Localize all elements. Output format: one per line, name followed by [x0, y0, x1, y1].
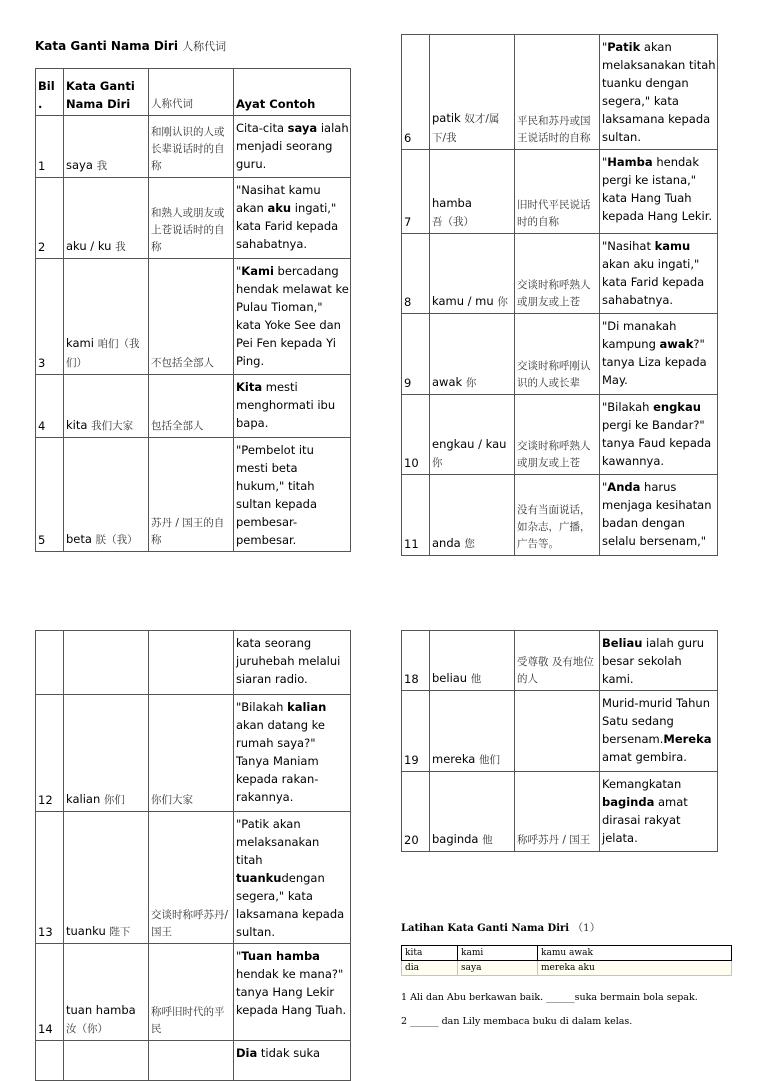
row-number: 11	[402, 475, 430, 556]
table-row	[36, 631, 351, 695]
header-bil: Bil .	[36, 69, 64, 116]
pronoun-word-zh: 我	[115, 241, 126, 253]
example-sentence	[600, 631, 718, 691]
exercise-question-2: 2 ______ dan Lily membaca buku di dalam kelas.	[401, 1016, 633, 1027]
pronoun-word-zh: 朕（我）	[95, 534, 138, 546]
example-pre: Murid-murid Tahun Satu sedang bersenam.	[602, 696, 710, 746]
example-post: pergi ke Bandar?" tanya Faud kepada kawannya.	[602, 418, 712, 468]
row-number: 13	[36, 812, 64, 944]
pronoun-word: beta	[66, 532, 92, 546]
row-number	[36, 1041, 64, 1081]
example-post: akan melaksanakan titah tuanku dengan segera," kata laksamana kepada sultan.	[602, 40, 716, 144]
row-number: 5	[36, 438, 64, 552]
usage-zh: 交谈时称呼刚认识的人或长辈	[515, 314, 600, 395]
table-row	[36, 944, 351, 1041]
example-sentence	[234, 178, 351, 259]
example-sentence	[234, 812, 351, 944]
pronoun-word-zh: 他	[482, 834, 493, 846]
example-post: amat dirasai rakyat jelata.	[602, 795, 688, 845]
pronoun-cell	[64, 375, 149, 438]
example-post: hendak pergi ke istana," kata Hang Tuah kepada Hang Lekir.	[602, 155, 713, 223]
example-sentence	[600, 35, 718, 150]
example-post: ialah guru besar sekolah kami.	[602, 636, 705, 686]
usage-zh: 平民和苏丹或国王说话时的自称	[515, 35, 600, 150]
page-title-zh: 人称代词	[182, 40, 227, 53]
usage-zh: 不包括全部人	[149, 259, 234, 375]
row-number: 2	[36, 178, 64, 259]
usage-zh: 受尊敬 及有地位的人	[515, 631, 600, 691]
example-post: mesti menghormati ibu bapa.	[236, 380, 336, 430]
row-number: 12	[36, 695, 64, 812]
exercise-title	[401, 920, 600, 935]
example-post: amat gembira.	[602, 750, 687, 764]
word-cell: saya	[458, 961, 538, 976]
example-sentence	[600, 234, 718, 314]
page-title	[35, 38, 226, 54]
example-post: hendak ke mana?" tanya Hang Lekir kepada Hang Tuah.	[236, 967, 347, 1017]
header-zh: 人称代词	[149, 69, 234, 116]
row-number: 10	[402, 395, 430, 475]
table-header-row	[36, 69, 351, 116]
example-bold: Mereka	[663, 732, 712, 746]
row-number: 19	[402, 691, 430, 772]
usage-zh	[149, 631, 234, 695]
pronoun-word: tuanku	[66, 924, 106, 938]
pronoun-cell	[64, 178, 149, 259]
example-bold: Patik	[607, 40, 641, 54]
pronoun-cell	[430, 631, 515, 691]
table-row	[36, 375, 351, 438]
example-sentence	[234, 375, 351, 438]
row-number: 14	[36, 944, 64, 1041]
example-bold: kamu	[654, 239, 691, 253]
pronoun-word-zh: 你	[497, 296, 508, 308]
table-row	[36, 812, 351, 944]
example-sentence	[600, 150, 718, 234]
example-bold: Tuan hamba	[241, 949, 320, 963]
pronoun-word: kita	[66, 418, 88, 432]
example-bold: Dia	[236, 1046, 258, 1060]
pronoun-word: engkau / kau	[432, 437, 507, 451]
pronoun-cell	[64, 438, 149, 552]
example-pre: "	[602, 480, 608, 494]
word-cell: kita	[402, 946, 458, 961]
usage-zh: 和熟人或朋友或上苍说话时的自称	[149, 178, 234, 259]
table-body-2	[402, 35, 718, 556]
example-post: ialah menjadi seorang guru.	[236, 121, 349, 171]
example-pre: "	[602, 40, 608, 54]
table-row	[402, 395, 718, 475]
example-pre: kata seorang juruhebah melalui siaran radio.	[236, 636, 341, 686]
pronoun-word: saya	[66, 158, 93, 172]
pronoun-word: mereka	[432, 752, 476, 766]
example-bold: Anda	[607, 480, 641, 494]
word-cell: mereka aku	[538, 961, 732, 976]
row-number: 20	[402, 772, 430, 852]
example-sentence	[234, 631, 351, 695]
pronoun-word-zh: 您	[464, 538, 475, 550]
example-sentence	[234, 438, 351, 552]
table-row	[36, 1041, 351, 1081]
pronoun-word-zh: 我	[96, 160, 108, 172]
pronoun-cell	[430, 234, 515, 314]
pronoun-word-zh: 你们	[103, 794, 125, 806]
pronoun-cell	[430, 314, 515, 395]
usage-zh: 称呼苏丹 / 国王	[515, 772, 600, 852]
pronoun-word-zh: 你	[465, 377, 477, 389]
pronoun-cell	[430, 691, 515, 772]
pronoun-word-zh: 吾（我）	[432, 216, 474, 228]
example-pre: "Nasihat	[602, 239, 655, 253]
usage-zh: 苏丹 / 国王的自称	[149, 438, 234, 552]
example-sentence	[234, 695, 351, 812]
header-kata: Kata Ganti Nama Diri	[64, 69, 149, 116]
pronoun-word-zh: 你	[432, 457, 443, 469]
page-title-text: Kata Ganti Nama Diri	[35, 39, 178, 53]
example-post: akan aku ingati," kata Farid kepada sahabatnya.	[602, 257, 705, 307]
table-row	[402, 35, 718, 150]
example-pre: "Bilakah	[236, 700, 288, 714]
table-body-3	[36, 631, 351, 1081]
usage-zh: 称呼旧时代的平民	[149, 944, 234, 1041]
pronoun-word-zh: 我们大家	[91, 420, 134, 432]
pronoun-cell	[64, 812, 149, 944]
example-pre: "Bilakah	[602, 400, 654, 414]
pronoun-table-3	[35, 630, 351, 1081]
word-box-row	[402, 946, 732, 961]
example-pre: "	[602, 155, 608, 169]
example-sentence	[234, 116, 351, 178]
example-pre: "Di manakah kampung	[602, 319, 677, 351]
row-number: 1	[36, 116, 64, 178]
usage-zh: 交谈时称呼熟人或朋友或上苍	[515, 395, 600, 475]
word-box	[401, 945, 732, 976]
row-number: 9	[402, 314, 430, 395]
pronoun-table-4	[401, 630, 718, 852]
example-bold: Beliau	[602, 636, 643, 650]
table-row	[36, 259, 351, 375]
table-row	[36, 438, 351, 552]
pronoun-word-zh: 他	[470, 673, 482, 685]
usage-zh: 没有当面说话，如杂志，广播，广告等。	[515, 475, 600, 556]
example-pre: "Pembelot itu mesti beta hukum," titah sultan kepada pembesar-pembesar.	[236, 443, 317, 547]
pronoun-cell	[430, 475, 515, 556]
example-bold: engkau	[653, 400, 701, 414]
table-row	[402, 475, 718, 556]
pronoun-cell	[64, 695, 149, 812]
pronoun-word-zh: 汝（你）	[66, 1023, 108, 1035]
word-cell: kami	[458, 946, 538, 961]
example-sentence	[600, 691, 718, 772]
pronoun-word-zh: 陛下	[109, 926, 131, 938]
pronoun-word: kalian	[66, 792, 101, 806]
word-cell: dia	[402, 961, 458, 976]
usage-zh: 交谈时称呼苏丹/国王	[149, 812, 234, 944]
example-bold: Kami	[241, 264, 274, 278]
pronoun-cell	[64, 116, 149, 178]
table-row	[36, 116, 351, 178]
pronoun-word: hamba	[432, 196, 472, 210]
example-sentence	[234, 259, 351, 375]
example-sentence	[600, 475, 718, 556]
pronoun-cell	[64, 944, 149, 1041]
example-bold: baginda	[602, 795, 655, 809]
pronoun-word: beliau	[432, 671, 468, 685]
row-number: 7	[402, 150, 430, 234]
example-bold: Hamba	[607, 155, 653, 169]
pronoun-word-zh: 奴才/属下/我	[432, 113, 500, 144]
pronoun-cell	[64, 1041, 149, 1081]
pronoun-table-2	[401, 34, 718, 556]
pronoun-word: patik	[432, 111, 461, 125]
pronoun-word: aku / ku	[66, 239, 112, 253]
table-row	[402, 691, 718, 772]
example-bold: kalian	[287, 700, 327, 714]
usage-zh: 你们大家	[149, 695, 234, 812]
pronoun-word-zh: 他们	[479, 754, 500, 766]
table-body-1	[36, 116, 351, 552]
example-post: akan datang ke rumah saya?" Tanya Maniam kepada rakan-rakannya.	[236, 718, 325, 804]
example-bold: tuanku	[236, 871, 282, 885]
example-post: harus menjaga kesihatan badan dengan selalu bersenam,"	[602, 480, 712, 548]
pronoun-cell	[430, 35, 515, 150]
example-bold: saya	[287, 121, 318, 135]
example-post: dengan segera," kata laksamana kepada sultan.	[236, 871, 345, 939]
row-number	[36, 631, 64, 695]
example-sentence	[234, 944, 351, 1041]
example-post: ?" tanya Liza kepada May.	[602, 337, 707, 387]
pronoun-word: awak	[432, 375, 463, 389]
example-pre: Cita-cita	[236, 121, 288, 135]
pronoun-word: tuan hamba	[66, 1003, 136, 1017]
example-sentence	[600, 395, 718, 475]
header-ayat: Ayat Contoh	[234, 69, 351, 116]
usage-zh: 和刚认识的人或长辈说话时的自称	[149, 116, 234, 178]
exercise-title-num: （1）	[572, 922, 601, 934]
row-number: 4	[36, 375, 64, 438]
pronoun-cell	[64, 259, 149, 375]
pronoun-table-1	[35, 68, 351, 552]
exercise-title-text: Latihan Kata Ganti Nama Diri	[401, 923, 570, 934]
example-bold: aku	[267, 201, 292, 215]
example-post: tidak suka	[257, 1046, 321, 1060]
usage-zh	[149, 1041, 234, 1081]
example-post: bercadang hendak melawat ke Pulau Tioman," kata Yoke See dan Pei Fen kepada Yi Ping.	[236, 264, 349, 368]
pronoun-word-zh: 咱们（我们）	[66, 338, 140, 369]
table-row	[402, 772, 718, 852]
example-pre: "Nasihat kamu akan	[236, 183, 321, 215]
example-pre: "	[236, 949, 242, 963]
example-sentence	[600, 772, 718, 852]
usage-zh: 旧时代平民说话时的自称	[515, 150, 600, 234]
pronoun-word: kami	[66, 336, 94, 350]
example-post: ingati," kata Farid kepada sahabatnya.	[236, 201, 339, 251]
pronoun-cell	[430, 395, 515, 475]
row-number: 3	[36, 259, 64, 375]
usage-zh: 包括全部人	[149, 375, 234, 438]
table-row	[402, 314, 718, 395]
word-box-row	[402, 961, 732, 976]
pronoun-cell	[430, 772, 515, 852]
table-body-4	[402, 631, 718, 852]
pronoun-cell	[64, 631, 149, 695]
usage-zh	[515, 691, 600, 772]
example-pre: Kemangkatan	[602, 777, 682, 791]
table-row	[402, 631, 718, 691]
word-cell: kamu awak	[538, 946, 732, 961]
row-number: 18	[402, 631, 430, 691]
example-bold: Kita	[236, 380, 263, 394]
table-row	[36, 695, 351, 812]
pronoun-word: anda	[432, 536, 461, 550]
example-bold: awak	[659, 337, 694, 351]
example-sentence	[600, 314, 718, 395]
table-row	[402, 150, 718, 234]
pronoun-word: kamu / mu	[432, 294, 494, 308]
pronoun-word: baginda	[432, 832, 479, 846]
example-pre: "Patik akan melaksanakan titah	[236, 817, 320, 867]
exercise-question-1: 1 Ali dan Abu berkawan baik. ______suka bermain bola sepak.	[401, 992, 698, 1003]
row-number: 8	[402, 234, 430, 314]
usage-zh: 交谈时称呼熟人或朋友或上苍	[515, 234, 600, 314]
pronoun-cell	[430, 150, 515, 234]
row-number: 6	[402, 35, 430, 150]
example-pre: "	[236, 264, 242, 278]
example-sentence	[234, 1041, 351, 1081]
table-row	[402, 234, 718, 314]
table-row	[36, 178, 351, 259]
